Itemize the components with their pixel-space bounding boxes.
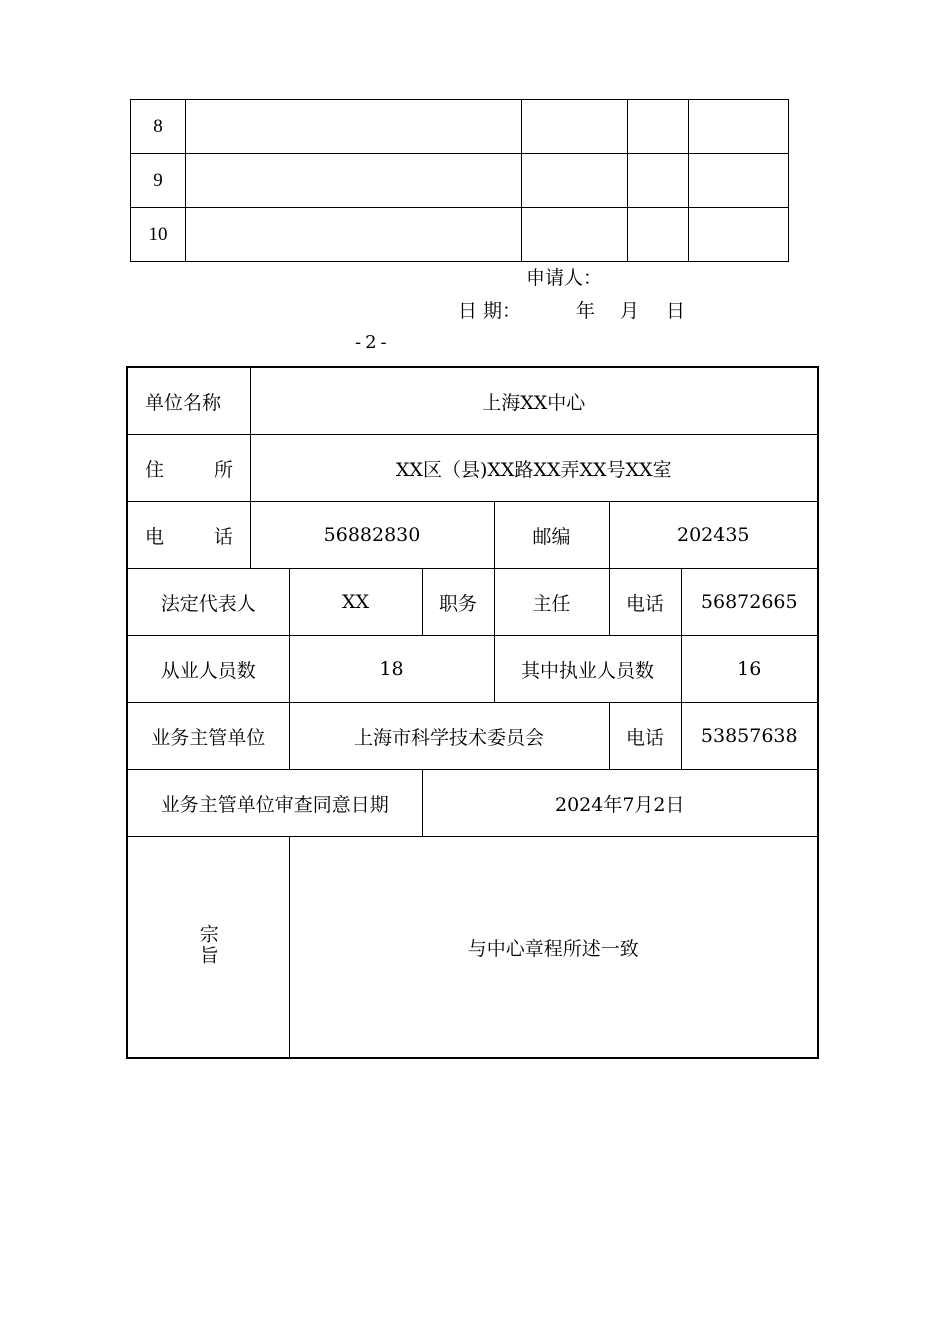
table-row — [127, 837, 818, 1059]
table-cell[interactable] — [186, 154, 522, 208]
row-number: 8 — [131, 100, 186, 154]
purpose-label-cell — [127, 837, 289, 1059]
address-value[interactable]: XX区（县)XX路XX弄XX号XX室 — [250, 435, 818, 502]
table-row — [127, 502, 818, 569]
table-row — [127, 703, 818, 770]
table-cell[interactable] — [186, 100, 522, 154]
table-row — [127, 367, 818, 435]
position-value[interactable]: 主任 — [494, 569, 609, 636]
authority-phone-label: 电话 — [609, 703, 681, 770]
phone-value[interactable]: 56882830 — [250, 502, 494, 569]
purpose-value[interactable]: 与中心章程所述一致 — [289, 837, 818, 1059]
legal-rep-label: 法定代表人 — [127, 569, 289, 636]
unit-name-label: 单位名称 — [127, 367, 250, 435]
approval-date-label: 业务主管单位审查同意日期 — [127, 770, 422, 837]
date-day-label: 日 — [666, 300, 686, 322]
table-cell[interactable] — [522, 154, 628, 208]
table-cell[interactable] — [186, 208, 522, 262]
table-row — [127, 435, 818, 502]
authority-phone-value[interactable]: 53857638 — [681, 703, 818, 770]
licensed-staff-label: 其中执业人员数 — [494, 636, 681, 703]
table-row — [127, 636, 818, 703]
address-label-char: 住 — [145, 458, 165, 481]
table-cell[interactable] — [628, 154, 689, 208]
postcode-label: 邮编 — [494, 502, 609, 569]
authority-value[interactable]: 上海市科学技术委员会 — [289, 703, 609, 770]
legal-phone-label: 电话 — [609, 569, 681, 636]
phone-label-char: 话 — [213, 525, 233, 548]
date-month-label: 月 — [620, 300, 640, 322]
row-number: 9 — [131, 154, 186, 208]
date-year-label: 年 — [576, 300, 596, 322]
table-row — [131, 208, 789, 262]
organization-info-table — [126, 366, 819, 1059]
address-label — [127, 435, 250, 502]
table-row — [127, 770, 818, 837]
staff-count-value[interactable]: 18 — [289, 636, 494, 703]
table-cell[interactable] — [689, 100, 789, 154]
table-cell[interactable] — [689, 208, 789, 262]
table-cell[interactable] — [628, 100, 689, 154]
member-list-table — [130, 99, 789, 262]
phone-label — [127, 502, 250, 569]
purpose-label: 宗旨 — [196, 923, 219, 966]
row-number: 10 — [131, 208, 186, 262]
legal-rep-value[interactable]: XX — [289, 569, 422, 636]
date-label: 日 期： — [458, 300, 522, 322]
approval-date-value[interactable]: 2024年7月2日 — [422, 770, 818, 837]
legal-phone-value[interactable]: 56872665 — [681, 569, 818, 636]
table-cell[interactable] — [628, 208, 689, 262]
page-number: -2- — [355, 332, 391, 353]
licensed-staff-value[interactable]: 16 — [681, 636, 818, 703]
applicant-label: 申请人： — [526, 267, 603, 289]
table-row — [131, 100, 789, 154]
authority-label: 业务主管单位 — [127, 703, 289, 770]
table-cell[interactable] — [522, 100, 628, 154]
table-row — [127, 569, 818, 636]
position-label: 职务 — [422, 569, 494, 636]
table-row — [131, 154, 789, 208]
phone-label-char: 电 — [145, 525, 165, 548]
unit-name-value[interactable]: 上海XX中心 — [250, 367, 818, 435]
address-label-char: 所 — [213, 458, 233, 481]
postcode-value[interactable]: 202435 — [609, 502, 818, 569]
table-cell[interactable] — [522, 208, 628, 262]
table-cell[interactable] — [689, 154, 789, 208]
staff-count-label: 从业人员数 — [127, 636, 289, 703]
